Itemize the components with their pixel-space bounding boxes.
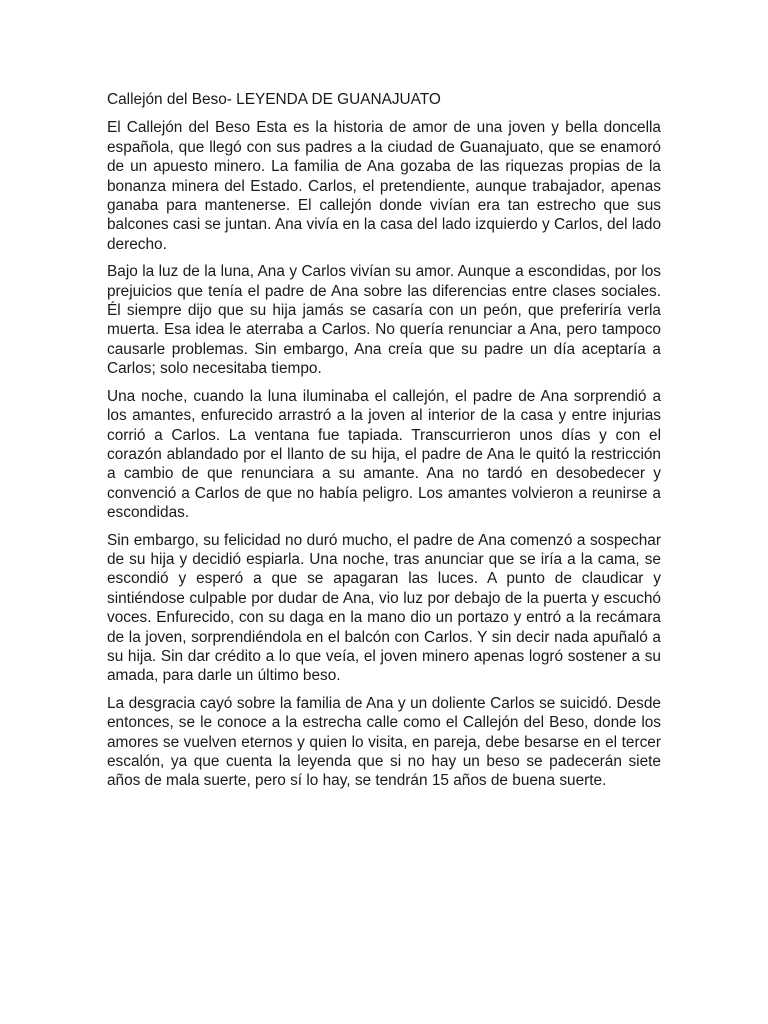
document-title: Callejón del Beso- LEYENDA DE GUANAJUATO <box>107 91 441 108</box>
paragraph-3: Una noche, cuando la luna iluminaba el callejón, el padre de Ana sorprendió a los amantes, enfurecido arrastró a la joven al interior de la casa y entre injurias corrió a Carlos. La ventana fue tapiada. Transcurrieron unos días y con el corazón ablandado por el llanto de su hija, el padre de Ana le quitó la restricción a cambio de que renunciara a su amante. Ana no tardó en desobedecer y convenció a Carlos de que no había peligro. Los amantes volvieron a reunirse a escondidas. <box>107 387 661 522</box>
paragraph-2: Bajo la luz de la luna, Ana y Carlos vivían su amor. Aunque a escondidas, por los prejuicios que tenía el padre de Ana sobre las diferencias entre clases sociales. Él siempre dijo que su hija jamás se casaría con un peón, que preferiría verla muerta. Esa idea le aterraba a Carlos. No quería renunciar a Ana, pero tampoco causarle problemas. Sin embargo, Ana creía que su padre un día aceptaría a Carlos; solo necesitaba tiempo. <box>107 263 661 378</box>
paragraph-5: La desgracia cayó sobre la familia de Ana y un doliente Carlos se suicidó. Desde entonces, se le conoce a la estrecha calle como el Callejón del Beso, donde los amores se vuelven eternos y quien lo visita, en pareja, debe besarse en el tercer escalón, ya que cuenta la leyenda que si no hay un beso se padecerán siete años de mala suerte, pero sí lo hay, se tendrán 15 años de buena suerte. <box>107 694 661 790</box>
document-page <box>107 90 661 799</box>
paragraph-4: Sin embargo, su felicidad no duró mucho, el padre de Ana comenzó a sospechar de su hija y decidió espiarla. Una noche, tras anunciar que se iría a la cama, se escondió y esperó a que se apagaran las luces. A punto de claudicar y sintiéndose culpable por dudar de Ana, vio luz por debajo de la puerta y escuchó voces. Enfurecido, con su daga en la mano dio un portazo y entró a la recámara de la joven, sorprendiéndola en el balcón con Carlos. Y sin decir nada apuñaló a su hija. Sin dar crédito a lo que veía, el joven minero apenas logró sostener a su amada, para darle un último beso. <box>107 531 661 685</box>
paragraph-1: El Callejón del Beso Esta es la historia de amor de una joven y bella doncella española, que llegó con sus padres a la ciudad de Guanajuato, que se enamoró de un apuesto minero. La familia de Ana gozaba de las riquezas propias de la bonanza minera del Estado. Carlos, el pretendiente, aunque trabajador, apenas ganaba para mantenerse. El callejón donde vivían era tan estrecho que sus balcones casi se juntan. Ana vivía en la casa del lado izquierdo y Carlos, del lado derecho. <box>107 119 661 253</box>
